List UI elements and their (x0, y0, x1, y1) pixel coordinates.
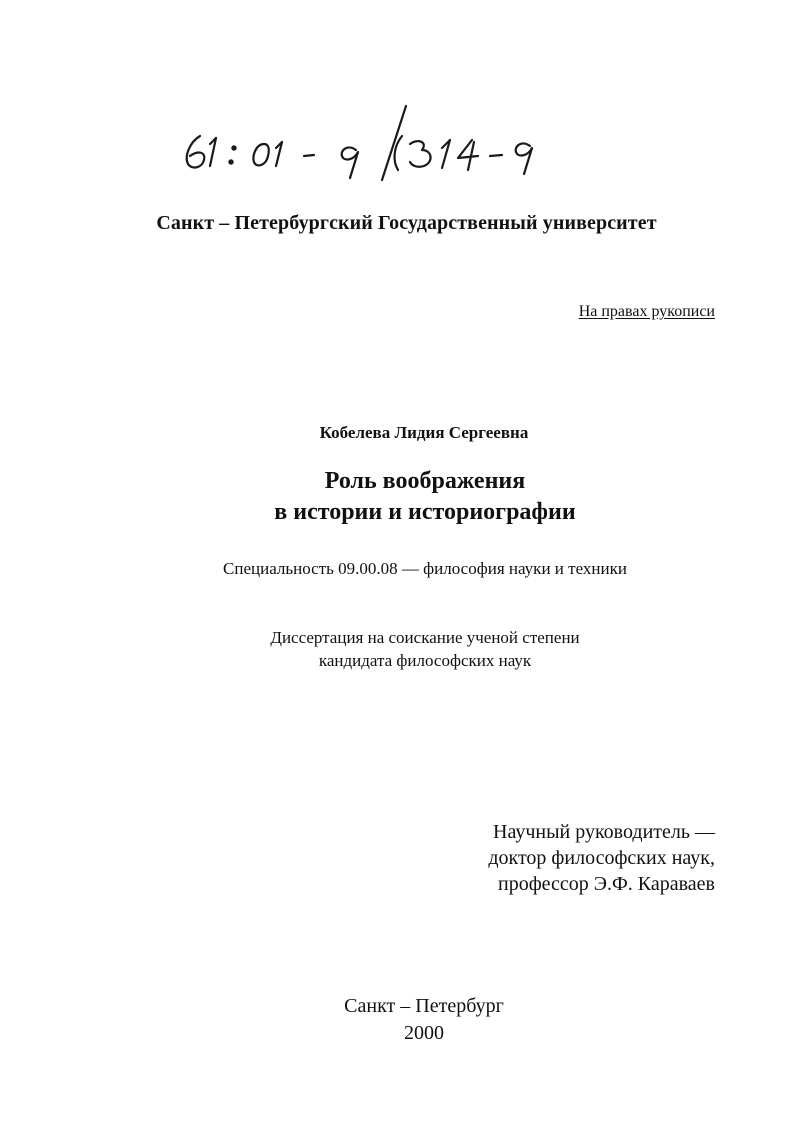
university-name: Санкт – Петербургский Государственный университет (156, 212, 657, 234)
supervisor-line-3: профессор Э.Ф. Караваев (497, 873, 715, 895)
handwritten-code-drawing (172, 98, 552, 188)
supervisor-block (488, 819, 715, 897)
rights-note: На правах рукописи (578, 303, 715, 320)
author-name: Кобелева Лидия Сергеевна (319, 423, 529, 442)
handwritten-catalog-code (172, 98, 552, 188)
title-line-2: в истории и историографии (274, 499, 576, 525)
title-line-1: Роль воображения (324, 468, 526, 494)
dissertation-title (0, 466, 793, 528)
supervisor-line-1: Научный руководитель — (493, 821, 715, 843)
city-year-block (0, 993, 793, 1047)
supervisor-line-2: доктор философских наук, (488, 847, 715, 869)
specialty: Специальность 09.00.08 — философия науки и техники (223, 559, 627, 578)
degree-line-1: Диссертация на соискание ученой степени (270, 628, 580, 647)
year: 2000 (404, 1022, 444, 1044)
degree-line-2: кандидата философских наук (318, 651, 532, 670)
city: Санкт – Петербург (344, 995, 504, 1017)
degree-statement (0, 626, 793, 672)
